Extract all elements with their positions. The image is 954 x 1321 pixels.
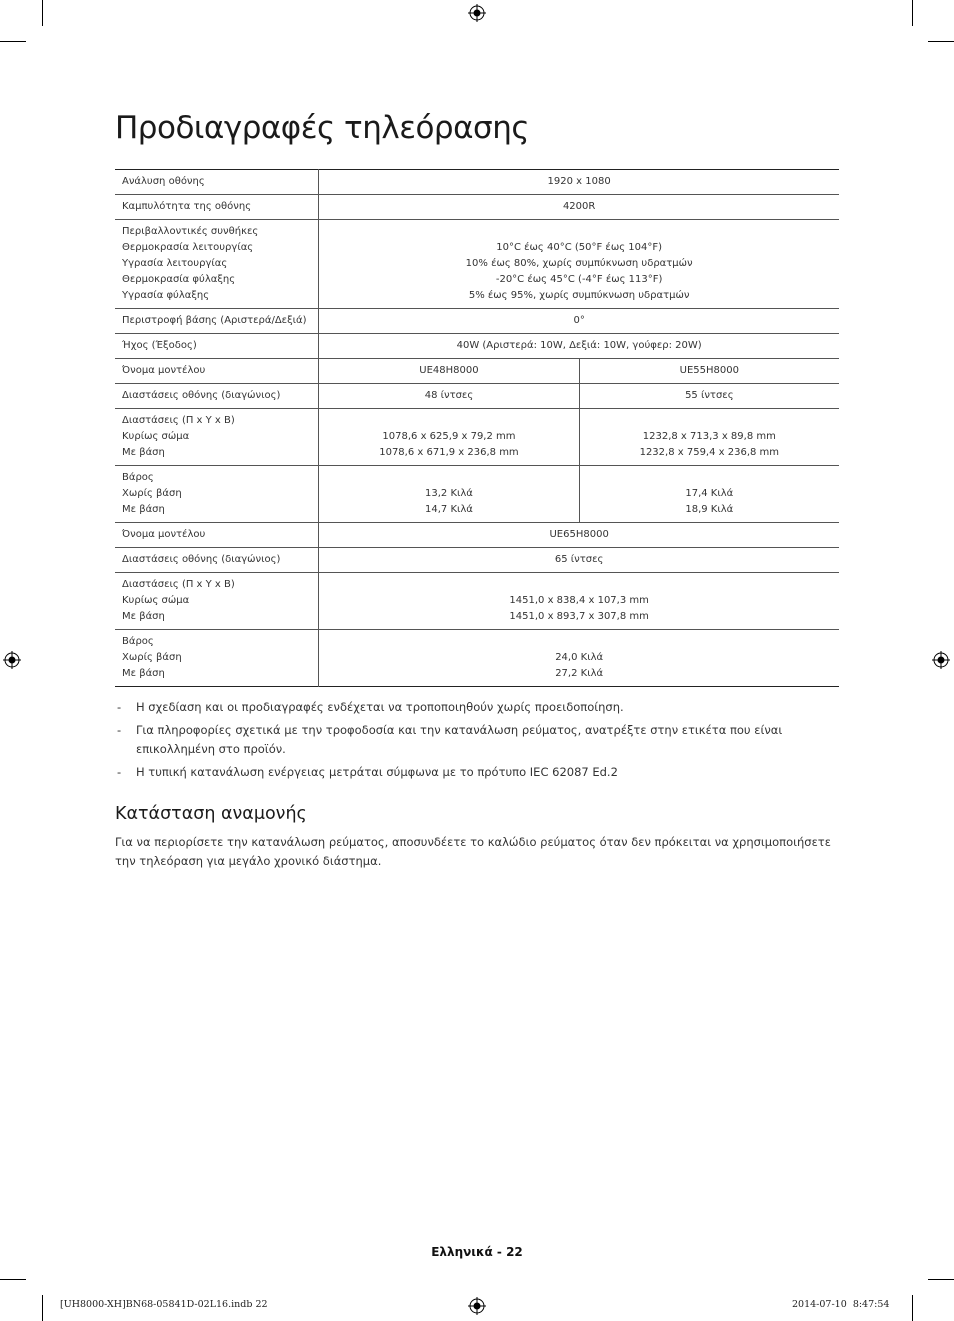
spec-label: Ήχος (Έξοδος) <box>122 340 197 351</box>
table-row <box>115 573 839 630</box>
note-item <box>115 763 839 782</box>
note-item <box>115 721 839 759</box>
spec-label-cell <box>115 334 319 359</box>
crop-mark <box>912 0 913 26</box>
spec-label: Θερμοκρασία φύλαξης <box>122 274 236 285</box>
spec-value-cell <box>319 630 839 687</box>
note-dash: - <box>117 765 122 779</box>
spec-label-cell <box>115 170 319 195</box>
crop-mark <box>928 1279 954 1280</box>
spec-label-cell <box>115 523 319 548</box>
note-item <box>115 698 839 717</box>
spec-table <box>115 169 839 687</box>
spec-value-cell <box>319 548 839 573</box>
spec-value-cell <box>319 573 839 630</box>
table-row <box>115 195 839 220</box>
spec-label: Υγρασία λειτουργίας <box>122 258 228 269</box>
table-row <box>115 523 839 548</box>
spec-value-cell <box>319 523 839 548</box>
spec-value: 14,7 Κιλά <box>425 504 473 515</box>
spec-value: 24,0 Κιλά <box>555 652 604 663</box>
table-row <box>115 466 839 523</box>
spec-value: 17,4 Κιλά <box>685 488 734 499</box>
notes-list <box>115 698 839 786</box>
standby-body: Για να περιορίσετε την κατανάλωση ρεύματος, αποσυνδέετε το καλώδιο ρεύματος όταν δεν πρόκειται να χρησιμοποιήσετε την τηλεόραση για μεγάλο χρονικό διάστημα. <box>115 835 831 868</box>
spec-label: Βάρος <box>122 636 154 647</box>
spec-value-cell <box>319 220 839 309</box>
spec-label: Χωρίς βάση <box>122 652 182 663</box>
spec-value: 13,2 Κιλά <box>425 488 473 499</box>
spec-value-cell <box>319 309 839 334</box>
spec-value: 40W (Αριστερά: 10W, Δεξιά: 10W, γούφερ: 20W) <box>456 340 702 351</box>
crop-mark <box>912 1295 913 1321</box>
spec-value-cell <box>319 466 579 523</box>
spec-label-cell <box>115 466 319 523</box>
spec-label-cell <box>115 384 319 409</box>
spec-value: 10°C έως 40°C (50°F έως 104°F) <box>496 242 662 253</box>
spec-value: 48 ίντσες <box>424 390 474 401</box>
spec-value: 1451,0 x 838,4 x 107,3 mm <box>509 595 649 606</box>
spec-label: Όνομα μοντέλου <box>122 365 206 376</box>
spec-value: 5% έως 95%, χωρίς συμπύκνωση υδρατμών <box>468 290 690 301</box>
note-dash: - <box>117 723 122 737</box>
spec-value-cell <box>319 359 579 384</box>
note-dash: - <box>117 700 122 714</box>
spec-value-cell <box>579 384 839 409</box>
spec-label: Περιστροφή βάσης (Αριστερά/Δεξιά) <box>122 315 307 326</box>
crop-mark <box>928 41 954 42</box>
table-row <box>115 359 839 384</box>
table-row <box>115 548 839 573</box>
spec-label: Διαστάσεις (Π x Υ x Β) <box>122 415 235 426</box>
note-text: Η τυπική κατανάλωση ενέργειας μετράται σύμφωνα με το πρότυπο IEC 62087 Ed.2 <box>136 765 618 779</box>
spec-value: 55 ίντσες <box>685 390 734 401</box>
table-row <box>115 630 839 687</box>
spec-label: Κυρίως σώμα <box>122 595 190 606</box>
spec-value: 65 ίντσες <box>554 554 604 565</box>
spec-label-cell <box>115 573 319 630</box>
note-text: Η σχεδίαση και οι προδιαγραφές ενδέχεται να τροποποιηθούν χωρίς προειδοποίηση. <box>136 700 624 714</box>
table-row <box>115 334 839 359</box>
spec-label: Περιβαλλοντικές συνθήκες <box>122 226 259 237</box>
page-number: Ελληνικά - 22 <box>431 1245 523 1259</box>
spec-label: Βάρος <box>122 472 154 483</box>
spec-label-cell <box>115 409 319 466</box>
spec-label: Χωρίς βάση <box>122 488 182 499</box>
spec-label-cell <box>115 630 319 687</box>
spec-label: Όνομα μοντέλου <box>122 529 206 540</box>
spec-label-cell <box>115 195 319 220</box>
crop-mark <box>0 41 26 42</box>
spec-value: UE55H8000 <box>679 365 739 376</box>
spec-value-cell <box>319 195 839 220</box>
registration-mark-icon <box>468 1297 486 1315</box>
crop-mark <box>42 0 43 26</box>
spec-value-cell <box>579 466 839 523</box>
spec-value: 27,2 Κιλά <box>555 668 604 679</box>
spec-label: Διαστάσεις οθόνης (διαγώνιος) <box>122 390 281 401</box>
spec-value: 1232,8 x 759,4 x 236,8 mm <box>639 447 780 458</box>
registration-mark-icon <box>3 651 21 669</box>
spec-value-cell <box>319 170 839 195</box>
spec-value: 0° <box>573 315 585 326</box>
spec-label: Ανάλυση οθόνης <box>122 176 205 187</box>
spec-label: Καμπυλότητα της οθόνης <box>122 201 252 212</box>
spec-value: -20°C έως 45°C (-4°F έως 113°F) <box>495 274 663 285</box>
table-row <box>115 384 839 409</box>
footer-file-info: [UH8000-XH]BN68-05841D-02L16.indb 22 <box>60 1299 268 1310</box>
spec-table-body <box>115 170 839 687</box>
spec-value: 1078,6 x 625,9 x 79,2 mm <box>382 431 516 442</box>
spec-value: 1920 x 1080 <box>547 176 611 187</box>
spec-value: 1232,8 x 713,3 x 89,8 mm <box>642 431 776 442</box>
spec-label: Υγρασία φύλαξης <box>122 290 210 301</box>
table-row <box>115 409 839 466</box>
registration-mark-icon <box>932 651 950 669</box>
spec-label: Με βάση <box>122 447 165 458</box>
table-row <box>115 309 839 334</box>
spec-value: 10% έως 80%, χωρίς συμπύκνωση υδρατμών <box>465 258 693 269</box>
page-title: Προδιαγραφές τηλεόρασης <box>115 110 530 146</box>
spec-label: Με βάση <box>122 611 165 622</box>
spec-value-cell <box>319 409 579 466</box>
spec-value: UE65H8000 <box>549 529 609 540</box>
registration-mark-icon <box>468 4 486 22</box>
spec-label-cell <box>115 548 319 573</box>
footer-timestamp: 2014-07-10 ￼ 8:47:54 <box>792 1299 890 1310</box>
spec-value: UE48H8000 <box>419 365 479 376</box>
spec-label-cell <box>115 220 319 309</box>
spec-label: Με βάση <box>122 668 165 679</box>
spec-label: Διαστάσεις οθόνης (διαγώνιος) <box>122 554 281 565</box>
spec-label: Κυρίως σώμα <box>122 431 190 442</box>
spec-value-cell <box>319 334 839 359</box>
spec-value-cell <box>319 384 579 409</box>
crop-mark <box>0 1279 26 1280</box>
spec-value: 18,9 Κιλά <box>685 504 734 515</box>
table-row <box>115 220 839 309</box>
spec-label: Θερμοκρασία λειτουργίας <box>122 242 254 253</box>
spec-value-cell <box>579 409 839 466</box>
crop-mark <box>42 1295 43 1321</box>
spec-value: 1078,6 x 671,9 x 236,8 mm <box>379 447 519 458</box>
note-text: Για πληροφορίες σχετικά με την τροφοδοσία και την κατανάλωση ρεύματος, ανατρέξτε στην ετικέτα που είναι επικολλημένη στο προϊόν. <box>136 723 783 756</box>
table-row <box>115 170 839 195</box>
standby-title: Κατάσταση αναμονής <box>115 804 307 824</box>
spec-label: Διαστάσεις (Π x Υ x Β) <box>122 579 235 590</box>
spec-label-cell <box>115 309 319 334</box>
spec-value: 4200R <box>562 201 596 212</box>
spec-label-cell <box>115 359 319 384</box>
spec-value: 1451,0 x 893,7 x 307,8 mm <box>509 611 649 622</box>
spec-label: Με βάση <box>122 504 165 515</box>
spec-value-cell <box>579 359 839 384</box>
